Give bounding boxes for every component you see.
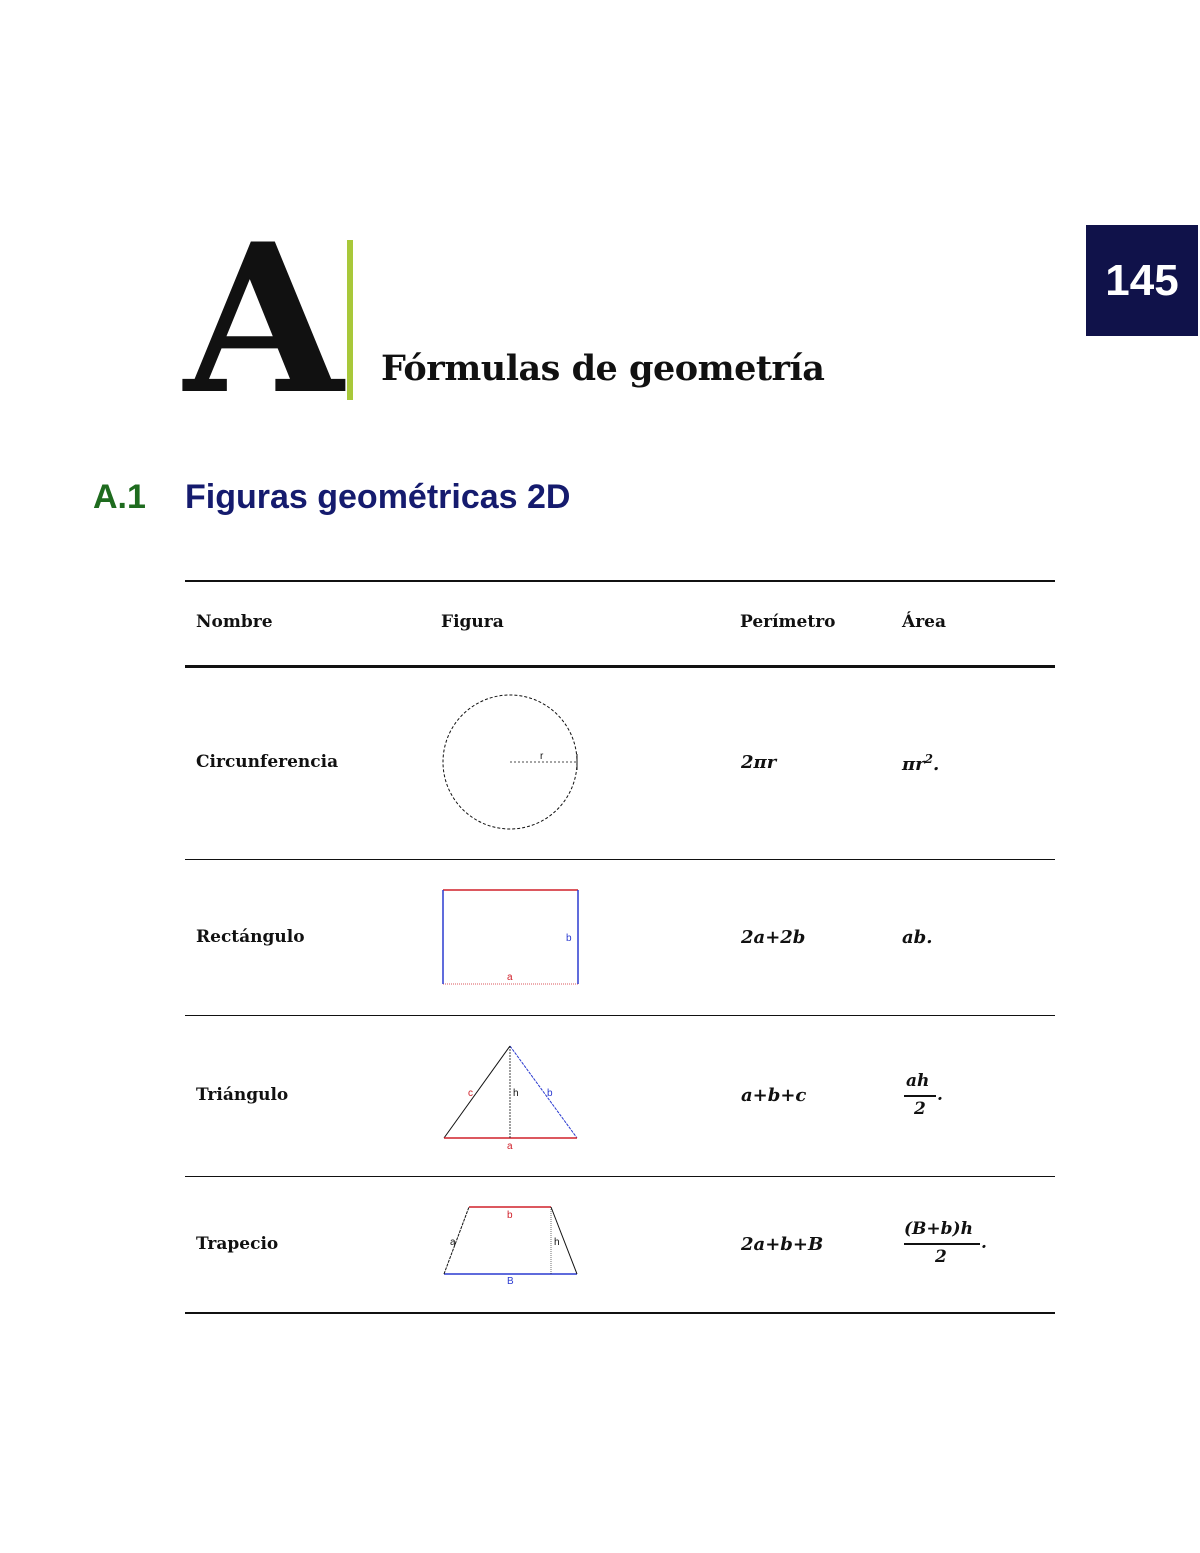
- table-top-rule: [185, 580, 1055, 582]
- page-number: 145: [1105, 255, 1179, 305]
- area-numerator: (B+b)h: [904, 1219, 973, 1239]
- perimeter-formula: 2a+b+B: [741, 1234, 824, 1255]
- shape-name: Circunferencia: [196, 752, 339, 772]
- area-formula: [902, 752, 939, 775]
- chapter-letter: A: [184, 200, 344, 440]
- column-header-perimeter: Perímetro: [740, 612, 836, 632]
- area-formula: [904, 1219, 994, 1269]
- area-formula: ab.: [902, 927, 933, 948]
- perimeter-formula: a+b+c: [741, 1085, 807, 1106]
- table-row-divider: [185, 859, 1055, 860]
- side-a-label: a: [450, 1237, 456, 1248]
- column-header-area: Área: [902, 612, 946, 632]
- page-number-badge: [1086, 225, 1198, 336]
- area-period: .: [933, 754, 940, 775]
- column-header-figure: Figura: [441, 612, 504, 632]
- perimeter-formula: 2πr: [741, 752, 777, 773]
- trapezoid-figure: [442, 1205, 582, 1287]
- chapter-title: Fórmulas de geometría: [381, 348, 825, 389]
- area-denominator: 2: [914, 1099, 926, 1119]
- height-label: h: [513, 1088, 519, 1099]
- shape-name: Rectángulo: [196, 927, 305, 947]
- side-b-label: b: [547, 1088, 553, 1099]
- section-title: Figuras geométricas 2D: [185, 478, 571, 516]
- side-B-label: B: [507, 1276, 514, 1287]
- side-b-label: b: [507, 1210, 513, 1221]
- fraction-bar: [904, 1243, 980, 1245]
- area-period: .: [937, 1085, 943, 1105]
- area-numerator: ah: [906, 1071, 930, 1091]
- area-base: πr: [902, 754, 925, 775]
- area-exponent: 2: [924, 752, 934, 766]
- table-bottom-rule: [185, 1312, 1055, 1314]
- rectangle-figure: [442, 889, 580, 987]
- shape-name: Trapecio: [196, 1234, 279, 1254]
- section-number: A.1: [93, 478, 146, 516]
- table-row-divider: [185, 1176, 1055, 1177]
- area-denominator: 2: [935, 1247, 947, 1267]
- table-header-rule: [185, 665, 1055, 668]
- triangle-figure: [442, 1044, 582, 1152]
- height-label: h: [554, 1237, 560, 1248]
- side-a-label: a: [507, 972, 513, 983]
- table-row-divider: [185, 1015, 1055, 1016]
- side-c-label: c: [468, 1088, 473, 1099]
- perimeter-formula: 2a+2b: [741, 927, 806, 948]
- side-b-label: b: [566, 933, 572, 944]
- side-a-label: a: [507, 1141, 513, 1152]
- chapter-divider: [347, 240, 353, 400]
- column-header-name: Nombre: [196, 612, 273, 632]
- shape-name: Triángulo: [196, 1085, 289, 1105]
- radius-label: r: [540, 751, 544, 762]
- area-formula: [904, 1071, 949, 1121]
- circle-figure: [440, 692, 582, 834]
- fraction-bar: [904, 1095, 936, 1097]
- area-period: .: [981, 1233, 987, 1253]
